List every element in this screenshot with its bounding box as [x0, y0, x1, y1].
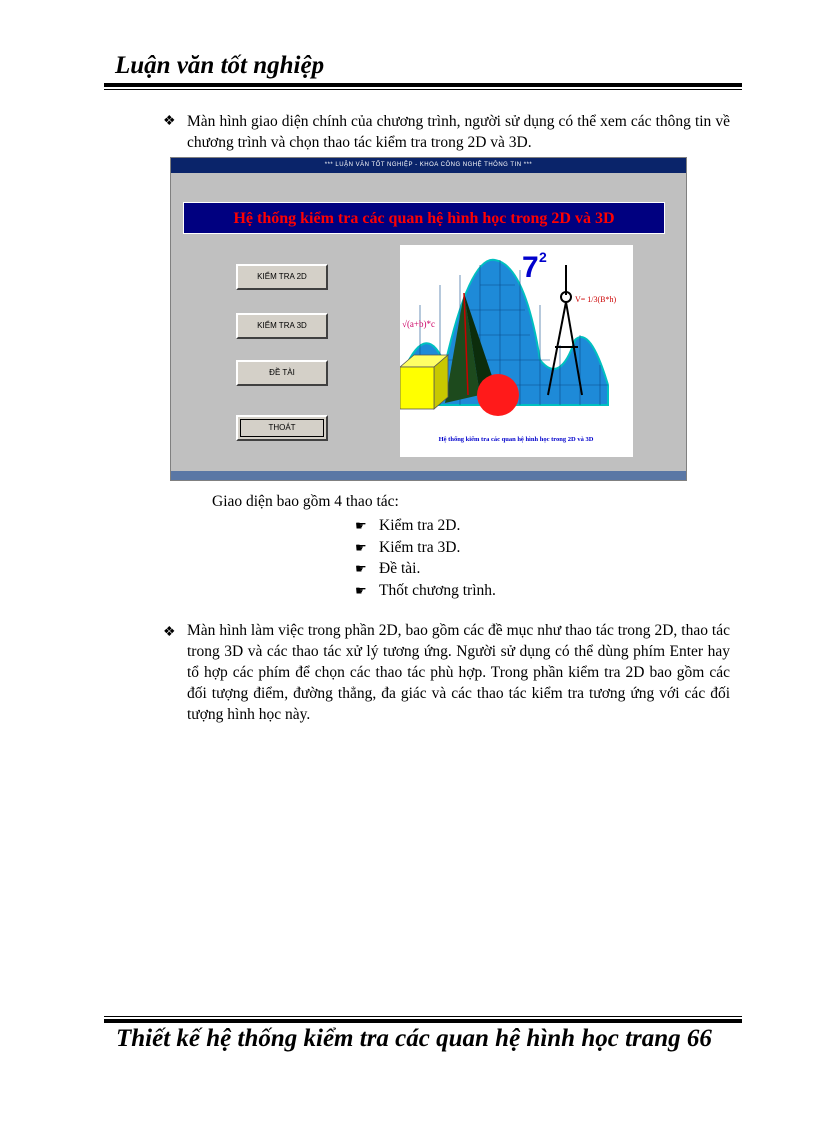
- list-item: ☛ Kiểm tra 3D.: [355, 537, 496, 559]
- art-caption: Hệ thống kiểm tra các quan hệ hình học trong 2D và 3D: [438, 436, 594, 443]
- topic-button[interactable]: ĐỀ TÀI: [236, 360, 328, 386]
- exit-button[interactable]: THOÁT: [236, 415, 328, 441]
- footer-rule-thick: [104, 1019, 742, 1023]
- check-2d-button[interactable]: KIỂM TRA 2D: [236, 264, 328, 290]
- ops-intro: Giao diện bao gồm 4 thao tác:: [212, 493, 399, 510]
- hand-pointer-icon: ☛: [355, 561, 367, 576]
- intro-paragraph: Màn hình giao diện chính của chương trình, người sử dụng có thể xem các thông tin về chương trình và chọn thao tác kiểm tra trong 2D và 3D.: [187, 113, 730, 151]
- app-screenshot: [170, 157, 687, 481]
- big-seven: 7: [522, 251, 539, 284]
- page-header-title: Luận văn tốt nghiệp: [115, 52, 325, 79]
- formula-left: √(a+b)*c: [402, 319, 435, 329]
- footer-rule-thin: [104, 1016, 742, 1017]
- splash-artwork: [400, 245, 633, 457]
- list-item: ☛ Đề tài.: [355, 558, 496, 580]
- app-banner: Hệ thống kiểm tra các quan hệ hình học trong 2D và 3D: [183, 202, 665, 234]
- check-3d-button[interactable]: KIỂM TRA 3D: [236, 313, 328, 339]
- list-item: ☛ Kiểm tra 2D.: [355, 515, 496, 537]
- page-footer-title: Thiết kế hệ thống kiểm tra các quan hệ hình học trang 66: [116, 1025, 712, 1052]
- hand-pointer-icon: ☛: [355, 518, 367, 533]
- work-paragraph: Màn hình làm việc trong phần 2D, bao gồm các đề mục như thao tác trong 2D, thao tác trong 3D và các thao tác xử lý tương ứng. Người sử dụng có thể dùng phím Enter hay tổ hợp các phím để chọn các thao tác phù hợp. Trong phần kiểm tra 2D bao gồm các đối tượng điểm, đường thẳng, đa giác và các thao tác kiểm tra tương ứng với các đối tượng hình học này.: [187, 622, 730, 723]
- header-rule-thin: [104, 89, 742, 90]
- list-item: ☛ Thốt chương trình.: [355, 580, 496, 602]
- hand-pointer-icon: ☛: [355, 582, 367, 598]
- window-title: *** LUẬN VĂN TỐT NGHIỆP - KHOA CÔNG NGHỆ THÔNG TIN ***: [171, 158, 686, 173]
- bullet-icon: ❖: [163, 114, 176, 129]
- sphere-shape: [477, 374, 519, 416]
- geometry-illustration: [400, 245, 633, 457]
- window-footer-bar: [171, 471, 686, 480]
- bullet-icon: ❖: [163, 625, 176, 640]
- header-rule-thick: [104, 83, 742, 87]
- hand-pointer-icon: ☛: [355, 539, 367, 555]
- ops-list: [355, 515, 496, 601]
- formula-right: V= 1/3(B*h): [575, 295, 617, 304]
- seven-superscript: 2: [539, 249, 547, 265]
